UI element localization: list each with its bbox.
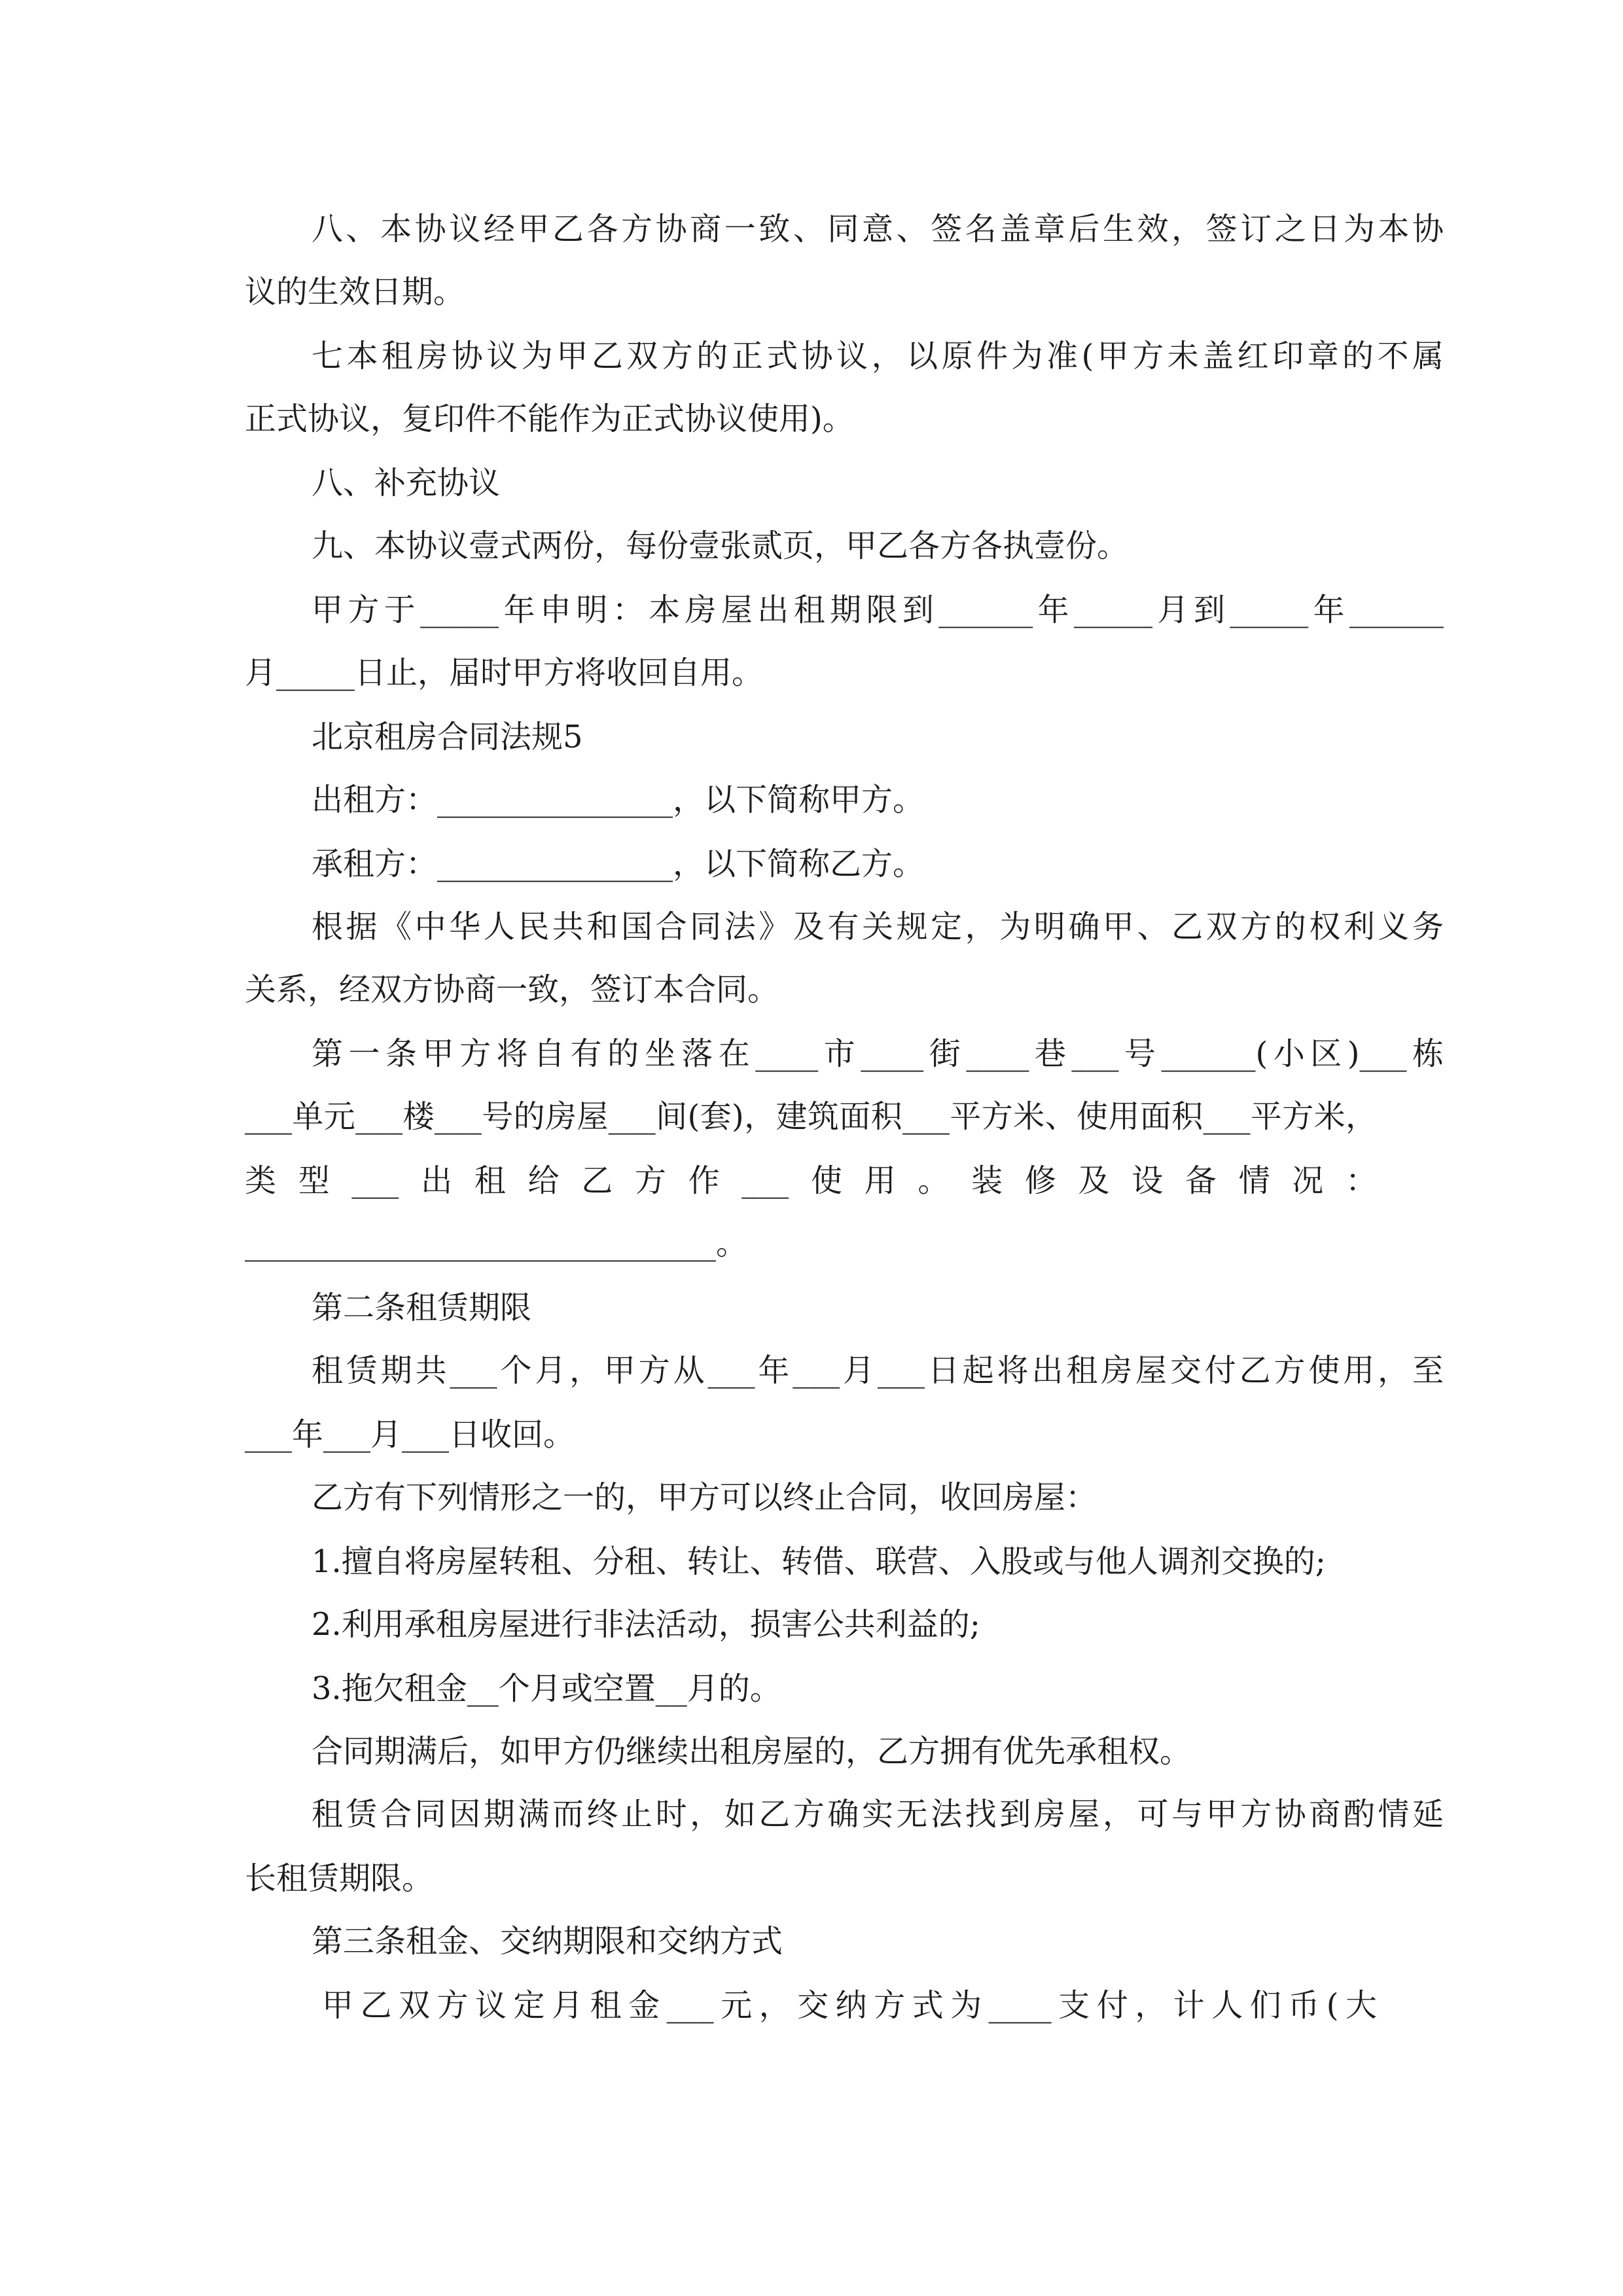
article-1-line-3: 类型___出租给乙方作___使用。装修及设备情况： bbox=[245, 1162, 1377, 1199]
termination-item-2: 2.利用承租房屋进行非法活动，损害公共利益的; bbox=[312, 1606, 980, 1643]
paragraph-7-official-line-1: 七本租房协议为甲乙双方的正式协议，以原件为准(甲方未盖红印章的不属 bbox=[312, 338, 1444, 374]
lease-term-line-2: ___年___月___日收回。 bbox=[245, 1416, 575, 1453]
extension-line-2: 长租赁期限。 bbox=[245, 1860, 434, 1897]
termination-item-3: 3.拖欠租金__个月或空置__月的。 bbox=[312, 1670, 781, 1707]
lease-term-line-1: 租赁期共___个月，甲方从___年___月___日起将出租房屋交付乙方使用，至 bbox=[312, 1352, 1444, 1389]
statement-line-1: 甲方于_____年申明：本房屋出租期限到______年_____月到_____年______ bbox=[312, 592, 1444, 628]
preamble-line-2: 关系，经双方协商一致，签订本合同。 bbox=[245, 971, 779, 1008]
article-3-heading: 第三条租金、交纳期限和交纳方式 bbox=[312, 1923, 783, 1960]
paragraph-8-effective-line-2: 议的生效日期。 bbox=[245, 274, 465, 310]
statement-line-2: 月_____日止，届时甲方将收回自用。 bbox=[245, 655, 764, 691]
rent-line-1: 甲乙双方议定月租金___元，交纳方式为____支付，计人们币(大 bbox=[322, 1987, 1377, 2024]
paragraph-8-effective-line-1: 八、本协议经甲乙各方协商一致、同意、签名盖章后生效，签订之日为本协 bbox=[312, 211, 1444, 247]
renewal-priority: 合同期满后，如甲方仍继续出租房屋的，乙方拥有优先承租权。 bbox=[312, 1733, 1192, 1770]
lessee-line: 承租方：_______________，以下简称乙方。 bbox=[312, 846, 925, 882]
article-1-line-2: ___单元___楼___号的房屋___间(套)，建筑面积___平方米、使用面积___平方米， bbox=[245, 1098, 1377, 1135]
termination-intro: 乙方有下列情形之一的，甲方可以终止合同，收回房屋： bbox=[312, 1479, 1097, 1516]
article-1-line-4: ______________________________。 bbox=[245, 1225, 748, 1262]
article-2-heading: 第二条租赁期限 bbox=[312, 1289, 532, 1326]
paragraph-8-supplement: 八、补充协议 bbox=[312, 465, 501, 501]
lessor-line: 出租方：_______________，以下简称甲方。 bbox=[312, 781, 925, 818]
preamble-line-1: 根据《中华人民共和国合同法》及有关规定，为明确甲、乙双方的权利义务 bbox=[312, 908, 1444, 945]
termination-item-1: 1.擅自将房屋转租、分租、转让、转借、联营、入股或与他人调剂交换的; bbox=[312, 1543, 1326, 1580]
article-1-line-1: 第一条甲方将自有的坐落在____市____街____巷___号______(小区)___栋 bbox=[312, 1035, 1444, 1072]
paragraph-9-copies: 九、本协议壹式两份，每份壹张贰页，甲乙各方各执壹份。 bbox=[312, 528, 1129, 564]
extension-line-1: 租赁合同因期满而终止时，如乙方确实无法找到房屋，可与甲方协商酌情延 bbox=[312, 1796, 1444, 1833]
section-heading: 北京租房合同法规5 bbox=[312, 719, 583, 755]
paragraph-7-official-line-2: 正式协议，复印件不能作为正式协议使用)。 bbox=[245, 401, 854, 437]
